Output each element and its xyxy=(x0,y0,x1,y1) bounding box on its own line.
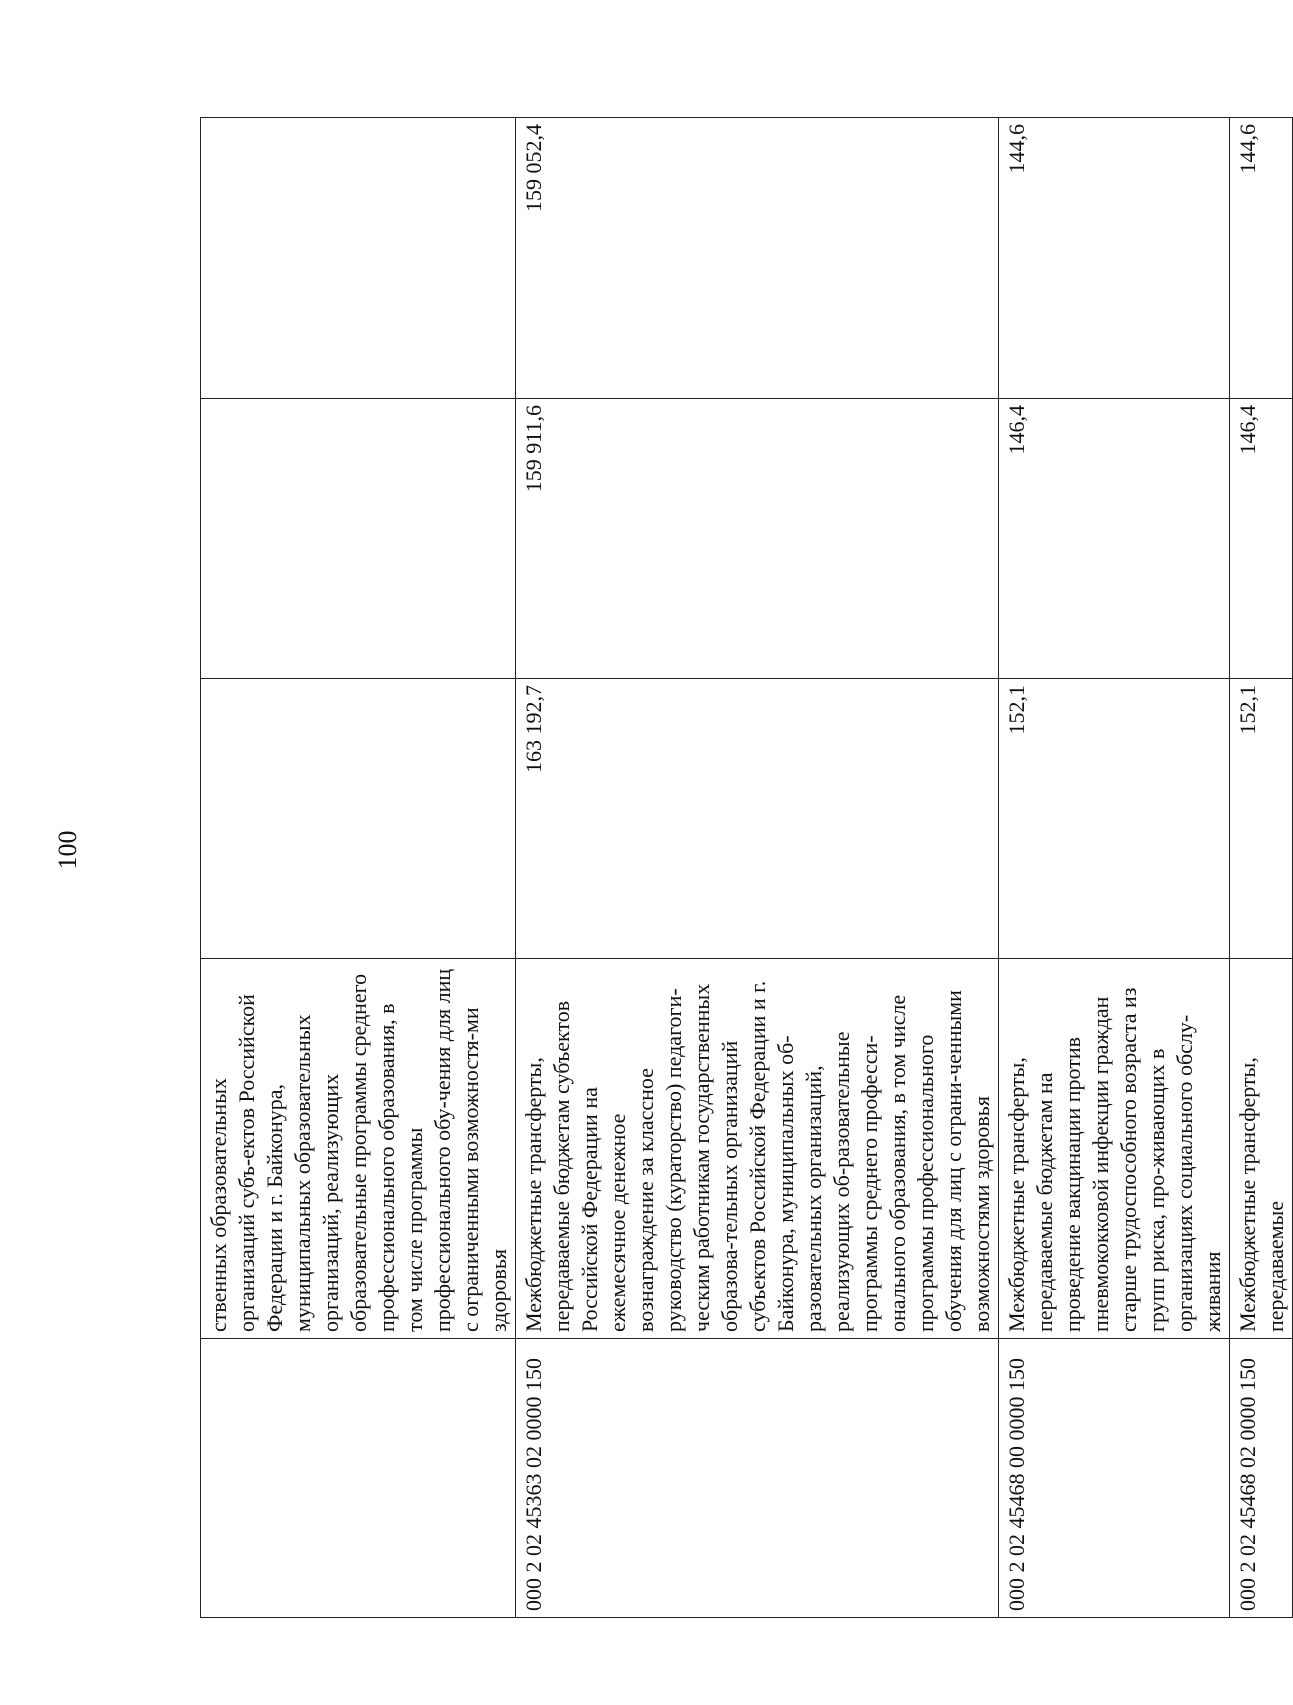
row-name-text: Межбюджетные трансферты, передаваемые бюджетам на проведение вакцинации против пневмококковой инфекции граждан старше трудоспособного возраста из групп риска, про-живающих в организациях социального обслу-живания xyxy=(1004,987,1225,1332)
row-value-1: 152,1 xyxy=(999,679,1230,959)
page-number: 100 xyxy=(53,830,82,870)
row-value-2: 146,4 xyxy=(999,399,1230,679)
row-name-text: Межбюджетные трансферты, передаваемые xyxy=(1235,1057,1288,1332)
row-name-text: ственных образовательных организаций субъ-ектов Российской Федерации и г. Байконура, муниципальных образовательных организаций, реализующих образовательные программы среднего профессионального образования, в том числе программы профессионального обу-чения для лиц с ограниченными возможностя-ми здоровья xyxy=(206,968,511,1332)
row-name xyxy=(201,959,516,1339)
row-name xyxy=(1230,959,1293,1339)
row-value-1: 163 192,7 xyxy=(516,679,999,959)
row-value-2: 146,4 xyxy=(1230,399,1293,679)
row-code xyxy=(201,1339,516,1618)
table-row xyxy=(201,118,516,1618)
budget-table xyxy=(200,117,1293,1618)
table-row xyxy=(999,118,1230,1618)
row-value-3: 144,6 xyxy=(999,118,1230,399)
row-name-text: Межбюджетные трансферты, передаваемые бюджетам субъектов Российской Федерации на ежемесячное денежное вознаграждение за классное руководство (кураторство) педагоги-ческим работникам государственных образова-тельных организаций субъектов Российской Федерации и г. Байконура, муниципальных об-разовательных организаций, реализующих об-разовательные программы среднего професси-онального образования, в том числе программы профессионального обучения для лиц с ограни-ченными возможностями здоровья xyxy=(521,980,994,1332)
row-value-2: 159 911,6 xyxy=(516,399,999,679)
row-value-3 xyxy=(201,118,516,399)
row-code: 000 2 02 45468 00 0000 150 xyxy=(999,1339,1230,1618)
row-name xyxy=(999,959,1230,1339)
row-value-3: 159 052,4 xyxy=(516,118,999,399)
row-value-3: 144,6 xyxy=(1230,118,1293,399)
row-code: 000 2 02 45363 02 0000 150 xyxy=(516,1339,999,1618)
row-value-1 xyxy=(201,679,516,959)
row-name xyxy=(516,959,999,1339)
table-row xyxy=(516,118,999,1618)
row-value-2 xyxy=(201,399,516,679)
row-value-1: 152,1 xyxy=(1230,679,1293,959)
row-code: 000 2 02 45468 02 0000 150 xyxy=(1230,1339,1293,1618)
rotated-page-frame xyxy=(200,118,1288,1618)
table-row xyxy=(1230,118,1293,1618)
